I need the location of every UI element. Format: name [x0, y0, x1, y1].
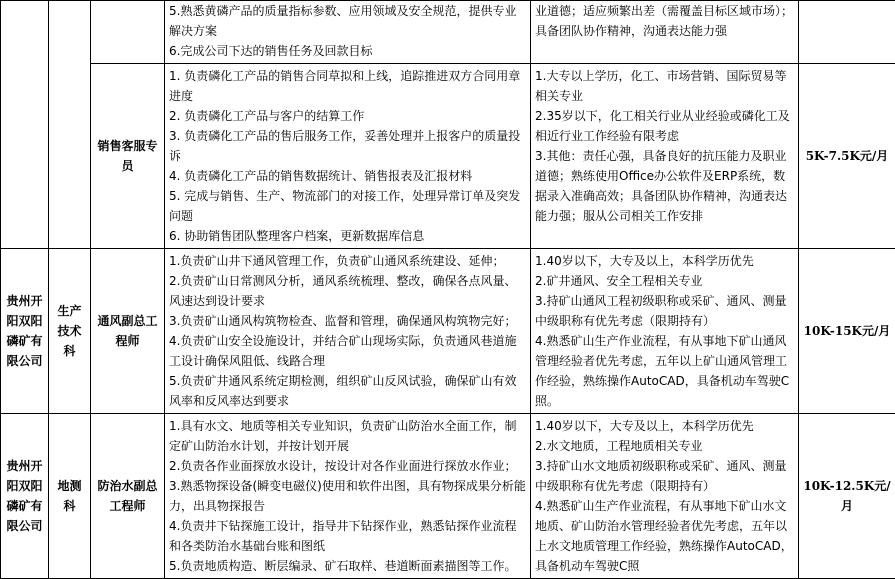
- duty-line: 4. 负责磷化工产品的销售数据统计、销售报表及汇报材料: [169, 166, 526, 186]
- requirement-line: 业道德；适应频繁出差（需覆盖目标区域市场）；具备团队协作精神，沟通表达能力强: [535, 1, 794, 41]
- duties-cell: [165, 1, 531, 64]
- duty-line: 2.负责各作业面探放水设计，按设计对各作业面进行探放水作业；: [169, 456, 526, 476]
- duty-line: 5. 完成与销售、生产、物流部门的对接工作，处理异常订单及突发问题: [169, 186, 526, 226]
- table-row: [1, 249, 895, 414]
- department-cell: 生产技术科: [49, 249, 91, 414]
- requirements-cell: [531, 414, 799, 579]
- requirement-line: 2.矿井通风、安全工程相关专业: [535, 271, 794, 291]
- requirement-line: 3.持矿山水文地质初级职称或采矿、通风、测量中级职称有优先考虑（限期持有）: [535, 456, 794, 496]
- duties-cell: [165, 64, 531, 249]
- company-cell: [1, 1, 49, 249]
- duty-line: 3.熟悉物探设备(瞬变电磁仪)使用和软件出图，具有物探成果分析能力，出具物探报告: [169, 476, 526, 516]
- requirement-line: 4.熟悉矿山生产作业流程，有从事地下矿山水文地质、矿山防治水管理经验者优先考虑，五年以上水文地质管理工作经验，熟练操作AutoCAD，具备机动车驾驶C照: [535, 496, 794, 576]
- requirement-line: 1.40岁以下，大专及以上，本科学历优先: [535, 251, 794, 271]
- position-cell: 防治水副总工程师: [91, 414, 165, 579]
- requirement-line: 4.熟悉矿山生产作业流程，有从事地下矿山通风管理经验者优先考虑，五年以上矿山通风管理工作经验，熟练操作AutoCAD，具备机动车驾驶C照。: [535, 331, 794, 411]
- company-cell: 贵州开阳双阳磷矿有限公司: [1, 249, 49, 414]
- salary-cell: 5K-7.5K元/月: [799, 64, 895, 249]
- requirements-cell: [531, 249, 799, 414]
- company-cell: 贵州开阳双阳磷矿有限公司: [1, 414, 49, 579]
- duty-line: 1.具有水文、地质等相关专业知识，负责矿山防治水全面工作，制定矿山防治水计划，并按计划开展: [169, 416, 526, 456]
- requirement-line: 1.40岁以下，大专及以上，本科学历优先: [535, 416, 794, 436]
- duty-line: 6.完成公司下达的销售任务及回款目标: [169, 41, 526, 61]
- duty-line: 4.负责井下钻探施工设计，指导井下钻探作业，熟悉钻探作业流程和各类防治水基础台账和图纸: [169, 516, 526, 556]
- requirement-line: 3.持矿山通风工程初级职称或采矿、通风、测量中级职称有优先考虑（限期持有）: [535, 291, 794, 331]
- duty-line: 5.负责地质构造、断层编录、矿石取样、巷道断面素描图等工作。: [169, 556, 526, 576]
- duties-cell: [165, 414, 531, 579]
- requirement-line: 3.其他：责任心强，具备良好的抗压能力及职业道德；熟练使用Office办公软件及ERP系统，数据录入准确高效；具备团队协作精神，沟通表达能力强；服从公司相关工作安排: [535, 146, 794, 226]
- position-cell: [91, 1, 165, 64]
- requirements-cell: [531, 1, 799, 64]
- salary-cell: [799, 1, 895, 64]
- duty-line: 2.负责矿山日常测风分析，通风系统梳理、整改，确保各点风量、风速达到设计要求: [169, 271, 526, 311]
- requirement-line: 1.大专以上学历，化工、市场营销、国际贸易等相关专业: [535, 66, 794, 106]
- duty-line: 4.负责矿山安全设施设计，并结合矿山现场实际，负责通风巷道施工设计确保风阻低、线路合理: [169, 331, 526, 371]
- department-cell: [49, 1, 91, 249]
- salary-cell: 10K-15K元/月: [799, 249, 895, 414]
- position-cell: 销售客服专员: [91, 64, 165, 249]
- duty-line: 2. 负责磷化工产品与客户的结算工作: [169, 106, 526, 126]
- requirements-cell: [531, 64, 799, 249]
- duty-line: 5.负责矿井通风系统定期检测，组织矿山反风试验，确保矿山有效风率和反风率达到要求: [169, 371, 526, 411]
- duty-line: 5.熟悉黄磷产品的质量指标参数、应用领域及安全规范，提供专业解决方案: [169, 1, 526, 41]
- department-cell: 地测科: [49, 414, 91, 579]
- duties-cell: [165, 249, 531, 414]
- duty-line: 1. 负责磷化工产品的销售合同草拟和上线，追踪推进双方合同用章进度: [169, 66, 526, 106]
- table-row: [1, 64, 895, 249]
- table-row: [1, 1, 895, 64]
- requirement-line: 2.35岁以下，化工相关行业从业经验或磷化工及相近行业工作经验有限考虑: [535, 106, 794, 146]
- duty-line: 1.负责矿山井下通风管理工作，负责矿山通风系统建设、延伸；: [169, 251, 526, 271]
- duty-line: 3.负责矿山通风构筑物检查、监督和管理，确保通风构筑物完好；: [169, 311, 526, 331]
- table-row: [1, 414, 895, 579]
- duty-line: 6. 协助销售团队整理客户档案，更新数据库信息: [169, 226, 526, 246]
- requirement-line: 2.水文地质，工程地质相关专业: [535, 436, 794, 456]
- duty-line: 3. 负责磷化工产品的售后服务工作，妥善处理并上报客户的质量投诉: [169, 126, 526, 166]
- position-cell: 通风副总工程师: [91, 249, 165, 414]
- salary-cell: 10K-12.5K元/月: [799, 414, 895, 579]
